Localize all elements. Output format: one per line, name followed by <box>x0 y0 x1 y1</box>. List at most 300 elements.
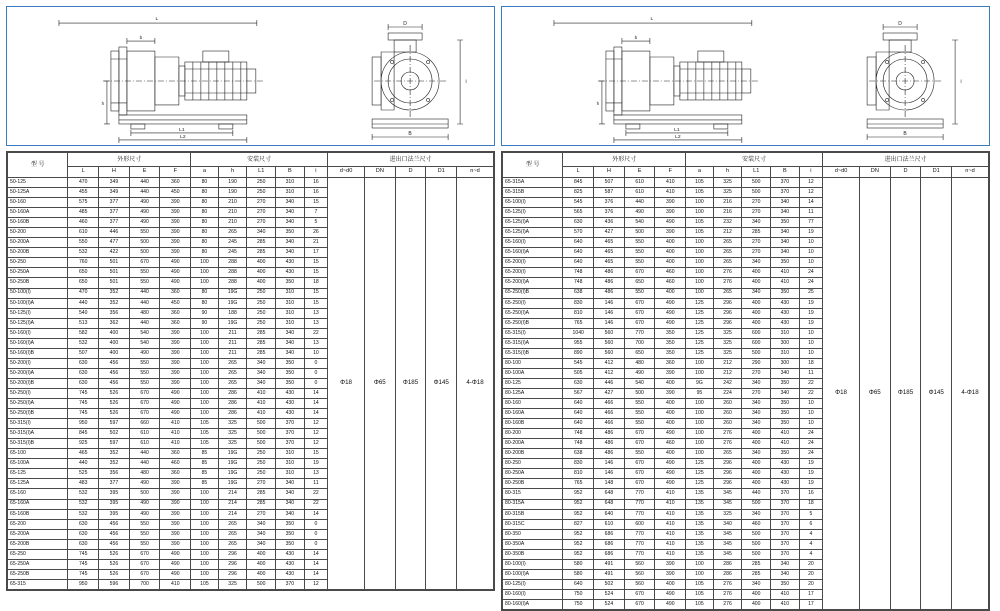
row-value: 490 <box>624 368 655 378</box>
row-value: 270 <box>247 218 276 228</box>
row-value: 340 <box>276 218 305 228</box>
row-value: 285 <box>742 569 771 579</box>
row-value: 670 <box>624 268 655 278</box>
row-value: 310 <box>276 459 305 469</box>
row-value: 4 <box>799 549 823 559</box>
row-value: 440 <box>129 188 160 198</box>
row-value: 440 <box>742 489 771 499</box>
row-value: 22 <box>799 378 823 388</box>
row-value: 550 <box>129 368 160 378</box>
row-value: 400 <box>247 258 276 268</box>
header-cell: D1 <box>921 167 952 178</box>
row-value: 370 <box>276 579 305 589</box>
row-value: 670 <box>129 258 160 268</box>
row-model: 65-250A <box>8 559 68 569</box>
row-value: 560 <box>594 338 625 348</box>
row-value: 410 <box>247 399 276 409</box>
row-value: 430 <box>771 459 800 469</box>
row-value: 0 <box>304 368 328 378</box>
row-value: 19G <box>218 288 247 298</box>
row-value: 640 <box>563 409 594 419</box>
row-model: 50-160(I)B <box>8 348 68 358</box>
row-value: 100 <box>191 539 219 549</box>
row-value: 125 <box>686 338 714 348</box>
row-value: 377 <box>99 208 130 218</box>
row-value: 350 <box>276 228 305 238</box>
row-model: 80-100A <box>503 368 563 378</box>
row-value: 105 <box>191 579 219 589</box>
row-value: 340 <box>276 499 305 509</box>
row-value: 760 <box>68 258 99 268</box>
row-value: 212 <box>713 368 742 378</box>
row-model: 65-315(I)A <box>503 338 563 348</box>
row-value: 265 <box>713 288 742 298</box>
row-value: 265 <box>218 529 247 539</box>
row-value: 352 <box>99 298 130 308</box>
row-value: 567 <box>563 388 594 398</box>
row-value: 400 <box>655 409 686 419</box>
row-value: 265 <box>218 358 247 368</box>
row-value: 19 <box>799 459 823 469</box>
row-value: 80 <box>191 228 219 238</box>
row-value: 345 <box>713 529 742 539</box>
row-value: 490 <box>129 509 160 519</box>
row-value: 105 <box>191 419 219 429</box>
row-value: 349 <box>99 178 130 188</box>
row-model: 80-315 <box>503 489 563 499</box>
row-value: 490 <box>655 479 686 489</box>
row-value: 340 <box>771 228 800 238</box>
row-value: 410 <box>160 419 191 429</box>
row-value: 500 <box>742 178 771 188</box>
row-value: 648 <box>594 499 625 509</box>
row-value: 340 <box>276 198 305 208</box>
row-value: 146 <box>594 459 625 469</box>
pump-side-view-svg <box>7 7 314 145</box>
row-value: 490 <box>129 218 160 228</box>
row-value: 340 <box>276 338 305 348</box>
row-value: 125 <box>686 469 714 479</box>
row-model: 50-200B <box>8 248 68 258</box>
row-value: 345 <box>713 549 742 559</box>
row-value: 640 <box>563 579 594 589</box>
row-value: 4 <box>799 529 823 539</box>
row-model: 80-200B <box>503 449 563 459</box>
row-value: 340 <box>247 378 276 388</box>
row-value: 340 <box>771 388 800 398</box>
row-value: 100 <box>191 268 219 278</box>
row-model: 50-200(I)A <box>8 368 68 378</box>
row-value: 350 <box>771 378 800 388</box>
row-value: 770 <box>624 529 655 539</box>
row-model: 65-100 <box>8 449 68 459</box>
row-value: 340 <box>742 409 771 419</box>
header-cell: DN <box>860 167 891 178</box>
row-value: 100 <box>191 368 219 378</box>
row-value: 486 <box>594 439 625 449</box>
row-value: 224 <box>713 388 742 398</box>
row-value: 340 <box>247 539 276 549</box>
row-value: 466 <box>594 399 625 409</box>
row-value: 745 <box>68 559 99 569</box>
row-value: 370 <box>276 419 305 429</box>
row-value: 490 <box>160 399 191 409</box>
row-value: 745 <box>68 399 99 409</box>
row-value: 486 <box>594 429 625 439</box>
row-value: 310 <box>276 308 305 318</box>
row-value: 325 <box>713 338 742 348</box>
row-value: 390 <box>160 368 191 378</box>
row-value: 105 <box>686 579 714 589</box>
row-value: 470 <box>68 288 99 298</box>
flange-value: Φ185 <box>395 178 426 590</box>
row-value: 14 <box>304 549 328 559</box>
row-value: 19 <box>799 479 823 489</box>
row-value: 400 <box>655 419 686 429</box>
row-value: 20 <box>799 579 823 589</box>
row-value: 95 <box>686 388 714 398</box>
row-value: 500 <box>742 529 771 539</box>
row-value: 400 <box>655 579 686 589</box>
row-value: 490 <box>655 308 686 318</box>
row-value: 648 <box>594 489 625 499</box>
row-value: 490 <box>160 559 191 569</box>
row-value: 285 <box>247 248 276 258</box>
row-value: 285 <box>742 228 771 238</box>
row-value: 610 <box>594 519 625 529</box>
row-value: 400 <box>742 268 771 278</box>
row-value: 952 <box>563 499 594 509</box>
row-value: 285 <box>742 559 771 569</box>
row-value: 10 <box>799 328 823 338</box>
row-value: 377 <box>99 479 130 489</box>
row-value: 349 <box>99 188 130 198</box>
row-value: 350 <box>276 368 305 378</box>
row-value: 105 <box>191 439 219 449</box>
row-value: 265 <box>713 258 742 268</box>
row-model: 65-200 <box>8 519 68 529</box>
row-value: 686 <box>594 549 625 559</box>
row-value: 12 <box>799 188 823 198</box>
row-model: 50-200(I)B <box>8 378 68 388</box>
row-value: 19G <box>218 459 247 469</box>
row-model: 50-315(I) <box>8 419 68 429</box>
row-value: 85 <box>191 449 219 459</box>
row-value: 640 <box>594 509 625 519</box>
row-model: 65-160A <box>8 499 68 509</box>
row-value: 670 <box>624 469 655 479</box>
row-value: 16 <box>304 188 328 198</box>
row-value: 15 <box>304 198 328 208</box>
row-value: 670 <box>624 298 655 308</box>
row-value: 410 <box>655 539 686 549</box>
row-value: 370 <box>276 429 305 439</box>
row-value: 490 <box>160 409 191 419</box>
row-model: 50-250(I) <box>8 388 68 398</box>
row-value: 5 <box>304 218 328 228</box>
row-value: 125 <box>686 348 714 358</box>
row-value: 400 <box>742 589 771 599</box>
row-value: 90 <box>191 308 219 318</box>
row-value: 550 <box>624 449 655 459</box>
row-value: 550 <box>129 358 160 368</box>
row-value: 376 <box>594 198 625 208</box>
row-value: 440 <box>68 298 99 308</box>
flange-value: Φ145 <box>426 178 457 590</box>
row-value: 100 <box>191 559 219 569</box>
row-value: 100 <box>686 449 714 459</box>
row-value: 19G <box>218 479 247 489</box>
row-value: 18 <box>799 499 823 509</box>
row-value: 430 <box>276 388 305 398</box>
row-value: 456 <box>99 368 130 378</box>
row-value: 466 <box>594 409 625 419</box>
row-value: 1040 <box>563 328 594 338</box>
row-value: 350 <box>276 529 305 539</box>
row-value: 412 <box>594 358 625 368</box>
row-value: 105 <box>686 599 714 609</box>
row-value: 686 <box>594 539 625 549</box>
row-model: 80-160A <box>503 409 563 419</box>
row-value: 242 <box>713 378 742 388</box>
row-value: 500 <box>247 429 276 439</box>
row-value: 10 <box>799 338 823 348</box>
row-value: 630 <box>68 378 99 388</box>
header-cell: L <box>68 167 99 178</box>
row-value: 100 <box>191 409 219 419</box>
row-value: 250 <box>247 449 276 459</box>
row-value: 340 <box>771 198 800 208</box>
row-value: 350 <box>771 409 800 419</box>
row-value: 410 <box>771 268 800 278</box>
row-value: 135 <box>686 539 714 549</box>
row-value: 135 <box>686 489 714 499</box>
row-model: 80-350B <box>503 549 563 559</box>
row-value: 610 <box>129 439 160 449</box>
row-value: 276 <box>713 579 742 589</box>
row-value: 670 <box>624 318 655 328</box>
row-value: 20 <box>799 559 823 569</box>
row-value: 276 <box>713 589 742 599</box>
row-value: 265 <box>218 378 247 388</box>
svg-text:D: D <box>898 21 902 27</box>
header-cell: D <box>395 167 426 178</box>
row-value: 748 <box>563 439 594 449</box>
row-value: 356 <box>99 469 130 479</box>
row-value: 460 <box>655 278 686 288</box>
row-value: 395 <box>99 509 130 519</box>
row-model: 80-250B <box>503 479 563 489</box>
row-value: 748 <box>563 278 594 288</box>
row-value: 597 <box>99 419 130 429</box>
row-value: 410 <box>655 509 686 519</box>
row-value: 270 <box>247 479 276 489</box>
row-value: 410 <box>655 529 686 539</box>
header-cell: n~d <box>952 167 989 178</box>
row-value: 500 <box>624 388 655 398</box>
row-value: 430 <box>276 549 305 559</box>
row-value: 390 <box>160 238 191 248</box>
row-model: 65-160B <box>8 509 68 519</box>
row-value: 270 <box>742 208 771 218</box>
row-value: 100 <box>686 399 714 409</box>
row-value: 400 <box>655 238 686 248</box>
row-value: 350 <box>276 539 305 549</box>
header-cell: L1 <box>247 167 276 178</box>
row-value: 430 <box>771 469 800 479</box>
row-value: 490 <box>655 218 686 228</box>
row-value: 950 <box>68 419 99 429</box>
row-value: 502 <box>99 429 130 439</box>
row-value: 340 <box>771 208 800 218</box>
row-value: 19 <box>304 459 328 469</box>
header-outline: 外形尺寸 <box>68 153 191 167</box>
row-value: 890 <box>563 348 594 358</box>
row-value: 550 <box>624 409 655 419</box>
row-value: 390 <box>160 519 191 529</box>
header-flange: 进出口法兰尺寸 <box>823 153 989 167</box>
row-value: 135 <box>686 529 714 539</box>
row-value: 300 <box>771 338 800 348</box>
row-value: 390 <box>160 479 191 489</box>
row-value: 410 <box>160 439 191 449</box>
right-drawing-box <box>501 6 990 146</box>
row-value: 10 <box>799 409 823 419</box>
row-value: 600 <box>742 338 771 348</box>
row-value: 412 <box>594 368 625 378</box>
row-value: 15 <box>304 268 328 278</box>
row-value: 100 <box>686 238 714 248</box>
row-value: 80 <box>191 208 219 218</box>
row-value: 650 <box>68 268 99 278</box>
row-value: 422 <box>99 248 130 258</box>
row-value: 490 <box>655 599 686 609</box>
row-value: 22 <box>304 328 328 338</box>
row-value: 350 <box>276 519 305 529</box>
row-value: 430 <box>276 569 305 579</box>
row-value: 352 <box>99 459 130 469</box>
svg-text:L2: L2 <box>675 133 681 140</box>
row-value: 15 <box>304 288 328 298</box>
svg-text:h: h <box>101 100 105 106</box>
row-value: 350 <box>771 288 800 298</box>
row-value: 260 <box>713 419 742 429</box>
right-spec-table <box>502 152 989 610</box>
row-value: 465 <box>594 238 625 248</box>
row-value: 400 <box>742 599 771 609</box>
row-value: 100 <box>686 429 714 439</box>
row-value: 340 <box>742 419 771 429</box>
header-cell: F <box>160 167 191 178</box>
row-value: 526 <box>99 388 130 398</box>
row-value: 310 <box>771 348 800 358</box>
row-model: 50-100(I)A <box>8 298 68 308</box>
row-value: 550 <box>129 529 160 539</box>
row-value: 390 <box>655 198 686 208</box>
row-value: 288 <box>218 278 247 288</box>
header-cell: E <box>129 167 160 178</box>
row-value: 100 <box>191 328 219 338</box>
row-value: 390 <box>160 208 191 218</box>
row-value: 85 <box>191 459 219 469</box>
row-value: 430 <box>276 268 305 278</box>
header-cell: L1 <box>742 167 771 178</box>
row-value: 830 <box>563 459 594 469</box>
svg-text:B: B <box>903 131 907 137</box>
row-value: 288 <box>218 268 247 278</box>
row-value: 532 <box>68 499 99 509</box>
row-value: 745 <box>68 409 99 419</box>
row-model: 50-250B <box>8 278 68 288</box>
row-model: 50-250(I)B <box>8 409 68 419</box>
svg-text:B: B <box>408 131 412 137</box>
row-value: 310 <box>276 318 305 328</box>
row-value: 483 <box>68 479 99 489</box>
row-value: 845 <box>68 429 99 439</box>
row-value: 340 <box>247 228 276 238</box>
svg-text:L1: L1 <box>179 126 185 133</box>
right-panel <box>501 6 990 607</box>
row-value: 310 <box>276 178 305 188</box>
row-value: 532 <box>68 489 99 499</box>
header-install: 安装尺寸 <box>191 153 328 167</box>
row-value: 100 <box>686 248 714 258</box>
row-value: 270 <box>247 198 276 208</box>
row-value: 670 <box>624 308 655 318</box>
row-value: 310 <box>771 328 800 338</box>
row-value: 952 <box>563 509 594 519</box>
row-value: 250 <box>247 318 276 328</box>
row-value: 210 <box>218 208 247 218</box>
row-value: 500 <box>742 499 771 509</box>
row-model: 50-125 <box>8 178 68 188</box>
row-value: 19G <box>218 298 247 308</box>
row-value: 596 <box>99 579 130 589</box>
row-model: 80-200 <box>503 429 563 439</box>
row-value: 390 <box>160 378 191 388</box>
row-value: 410 <box>655 519 686 529</box>
row-value: 6 <box>799 519 823 529</box>
row-value: 460 <box>655 439 686 449</box>
row-value: 410 <box>655 549 686 559</box>
row-value: 490 <box>655 318 686 328</box>
row-value: 105 <box>686 188 714 198</box>
row-value: 486 <box>594 278 625 288</box>
row-value: 345 <box>713 489 742 499</box>
row-value: 340 <box>276 348 305 358</box>
row-value: 490 <box>160 258 191 268</box>
row-value: 400 <box>655 288 686 298</box>
left-drawing-box <box>6 6 495 146</box>
row-value: 440 <box>129 178 160 188</box>
row-value: 276 <box>713 599 742 609</box>
row-value: 507 <box>68 348 99 358</box>
row-value: 105 <box>191 429 219 439</box>
row-value: 265 <box>713 449 742 459</box>
row-value: 686 <box>594 529 625 539</box>
row-value: 125 <box>686 328 714 338</box>
row-value: 526 <box>99 399 130 409</box>
flange-value: Φ18 <box>328 178 365 590</box>
row-value: 80 <box>191 178 219 188</box>
row-value: 575 <box>68 198 99 208</box>
row-value: 100 <box>191 258 219 268</box>
table-row <box>503 178 989 188</box>
row-value: 400 <box>742 459 771 469</box>
svg-text:L: L <box>650 16 654 23</box>
row-value: 550 <box>129 519 160 529</box>
row-value: 670 <box>129 409 160 419</box>
